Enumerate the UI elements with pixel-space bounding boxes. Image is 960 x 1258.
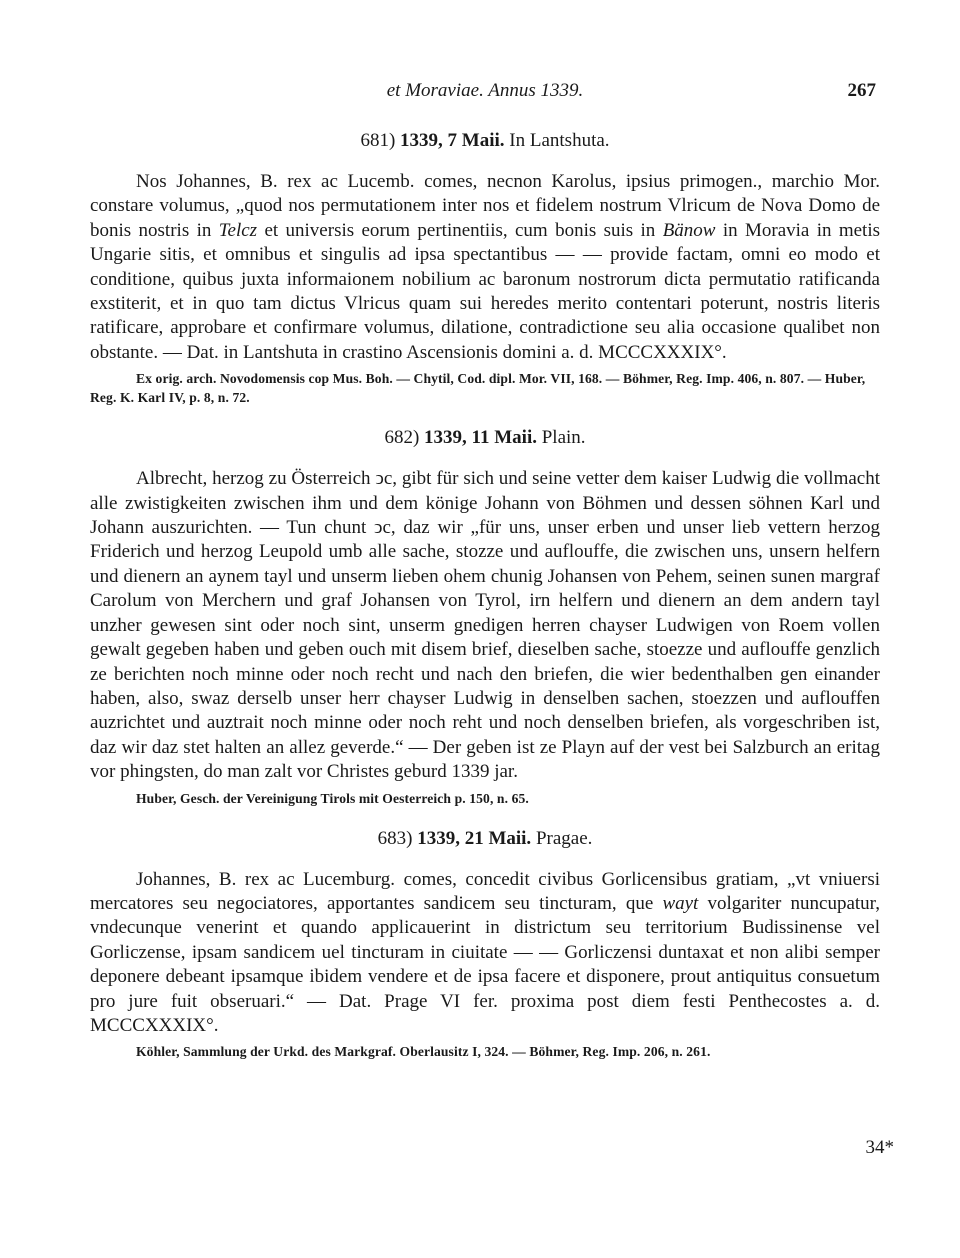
body-text-segment: volgariter nuncupatur, vndecunque venerint et quando applicauerint in districtum seu territorium Budissinense vel Gorliczense, ipsam sandicem uel tincturam in ciuitate — — Gorliczensi duntaxat et non alibi semper deponere debeant ipsamque ibidem vendere et de ipsa facere et disponere, prout antiquitus consuetum pro jure fuit obseruari.“ — Dat. Prage VI fer. proxima post diem festi Penthecostes a. d. MCCCXXXIX°. bbox=[90, 892, 880, 1036]
body-italic-segment: wayt bbox=[662, 892, 699, 914]
entry-month: Maii. bbox=[461, 130, 505, 151]
running-title: et Moraviae. Annus 1339. bbox=[386, 80, 584, 101]
page-number: 267 bbox=[847, 80, 876, 101]
body-text-segment: in Moravia in metis Ungarie sitis, et omnibus et singulis ad ipsa spectantibus — — provide factam, omni eo modo et conditione, quibus juxta informaionem nobilium ac baronum nostrorum dicta permutatio ratificanda exstiterit, et in quo tam dictus Vlricus quam sui heredes merito contentari poterunt, nostris literis ratificare, approbare et confirmare volumus, dilatione, contradictione seu alia occasione qualibet non obstante. — Dat. in Lantshuta in crastino Ascensionis domini a. d. MCCCXXXIX°. bbox=[90, 219, 881, 363]
signature-mark: 34* bbox=[865, 1137, 894, 1158]
running-head bbox=[90, 80, 880, 110]
body-italic-segment: Telcz bbox=[218, 219, 258, 241]
entry-place: Pragae. bbox=[535, 827, 593, 849]
body-text-segment: Nos Johannes, B. rex ac Lucemb. comes, necnon Karolus, ipsius primogen., marchio Mor. constare volumus, „quod nos permutationem inter nos et fidelem nostrum Vlricum de Nova Domo de bonis nostris in bbox=[90, 171, 880, 241]
entry-body bbox=[90, 170, 880, 365]
entry-number: 681) bbox=[360, 130, 396, 151]
entry-month: Maii. bbox=[488, 827, 532, 849]
entry-date: 1339, 21 bbox=[417, 827, 484, 849]
body-text-segment: Johannes, B. rex ac Lucemburg. comes, concedit civibus Gorlicensibus gratiam, „vt vniuersi mercatores seu negociatores, apportantes sandicem seu tincturam, que bbox=[90, 868, 880, 914]
entry-body bbox=[90, 868, 880, 1039]
entry-heading bbox=[90, 427, 880, 449]
entry-number: 683) bbox=[377, 827, 413, 849]
entry-source: Köhler, Sammlung der Urkd. des Markgraf. Oberlausitz I, 324. — Böhmer, Reg. Imp. 206, n. 261. bbox=[136, 1044, 711, 1060]
entry-source: Huber, Gesch. der Vereinigung Tirols mit Oesterreich p. 150, n. 65. bbox=[136, 790, 529, 806]
entry-date: 1339, 7 bbox=[400, 130, 458, 151]
document-page bbox=[90, 80, 880, 1061]
entry-number: 682) bbox=[384, 427, 420, 449]
body-italic-segment: Bänow bbox=[662, 219, 716, 241]
entry-place: Plain. bbox=[541, 427, 586, 449]
entry-682 bbox=[90, 427, 880, 807]
entry-month: Maii. bbox=[494, 427, 537, 449]
entry-body: Albrecht, herzog zu Österreich ↄc, gibt für sich und seine vetter dem kaiser Ludwig die vollmacht alle zwistigkeiten zwischen ihm und dem könige Johann von Böhmen und dessen söhnen Karl und Johann auszurichten. — Tun chunt ↄc, daz wir „für uns, unser erben und unser lieb vettern herzog Friderich und herzog Leupold umb alle sache, stozze und auflouffe, die zwischen uns, unsern helfern und dienern an aynem tayl und unserm lieben ohem chunig Johansen von Pehem, seinen sunen margraf Carolum von Merchern und graf Johansen von Tyrol, irn helfern und dienern an dem andern tayl unzher gewesen sint oder noch sint, unserm gnedigen herren chayser Ludwigen von Roem vollen gewalt gegeben haben und geben ouch mit disem brief, dieselben sache, stoezze und auflouffe genzlich ze berichten noch minne oder noch recht und nach den briefen, die wier bedenthalben gen einander haben, also, swaz derselb unser herr chayser Ludwig in denselben sachen, stoezzen und auflouffen auzrichtet und auztrait noch minne oder noch reht und noch denselben briefen, als vorgeschriben ist, daz wir daz stet halten an allez geverde.“ — Der geben ist ze Playn auf der vest bei Salzburch an eritag vor phingsten, do man zalt vor Christes geburd 1339 jar. bbox=[90, 468, 880, 783]
entry-place: In Lantshuta. bbox=[509, 130, 610, 151]
entry-date: 1339, 11 bbox=[424, 427, 490, 449]
entry-heading bbox=[90, 828, 880, 850]
body-text-segment: et universis eorum pertinentiis, cum bonis suis in bbox=[257, 219, 663, 241]
entry-heading bbox=[90, 130, 880, 152]
entry-source: Ex orig. arch. Novodomensis cop Mus. Boh. — Chytil, Cod. dipl. Mor. VII, 168. — Böhmer, Reg. Imp. 406, n. 807. — Huber, Reg. K. Karl IV, p. 8, n. 72. bbox=[90, 371, 866, 406]
entry-681 bbox=[90, 130, 880, 407]
entry-683 bbox=[90, 828, 880, 1062]
